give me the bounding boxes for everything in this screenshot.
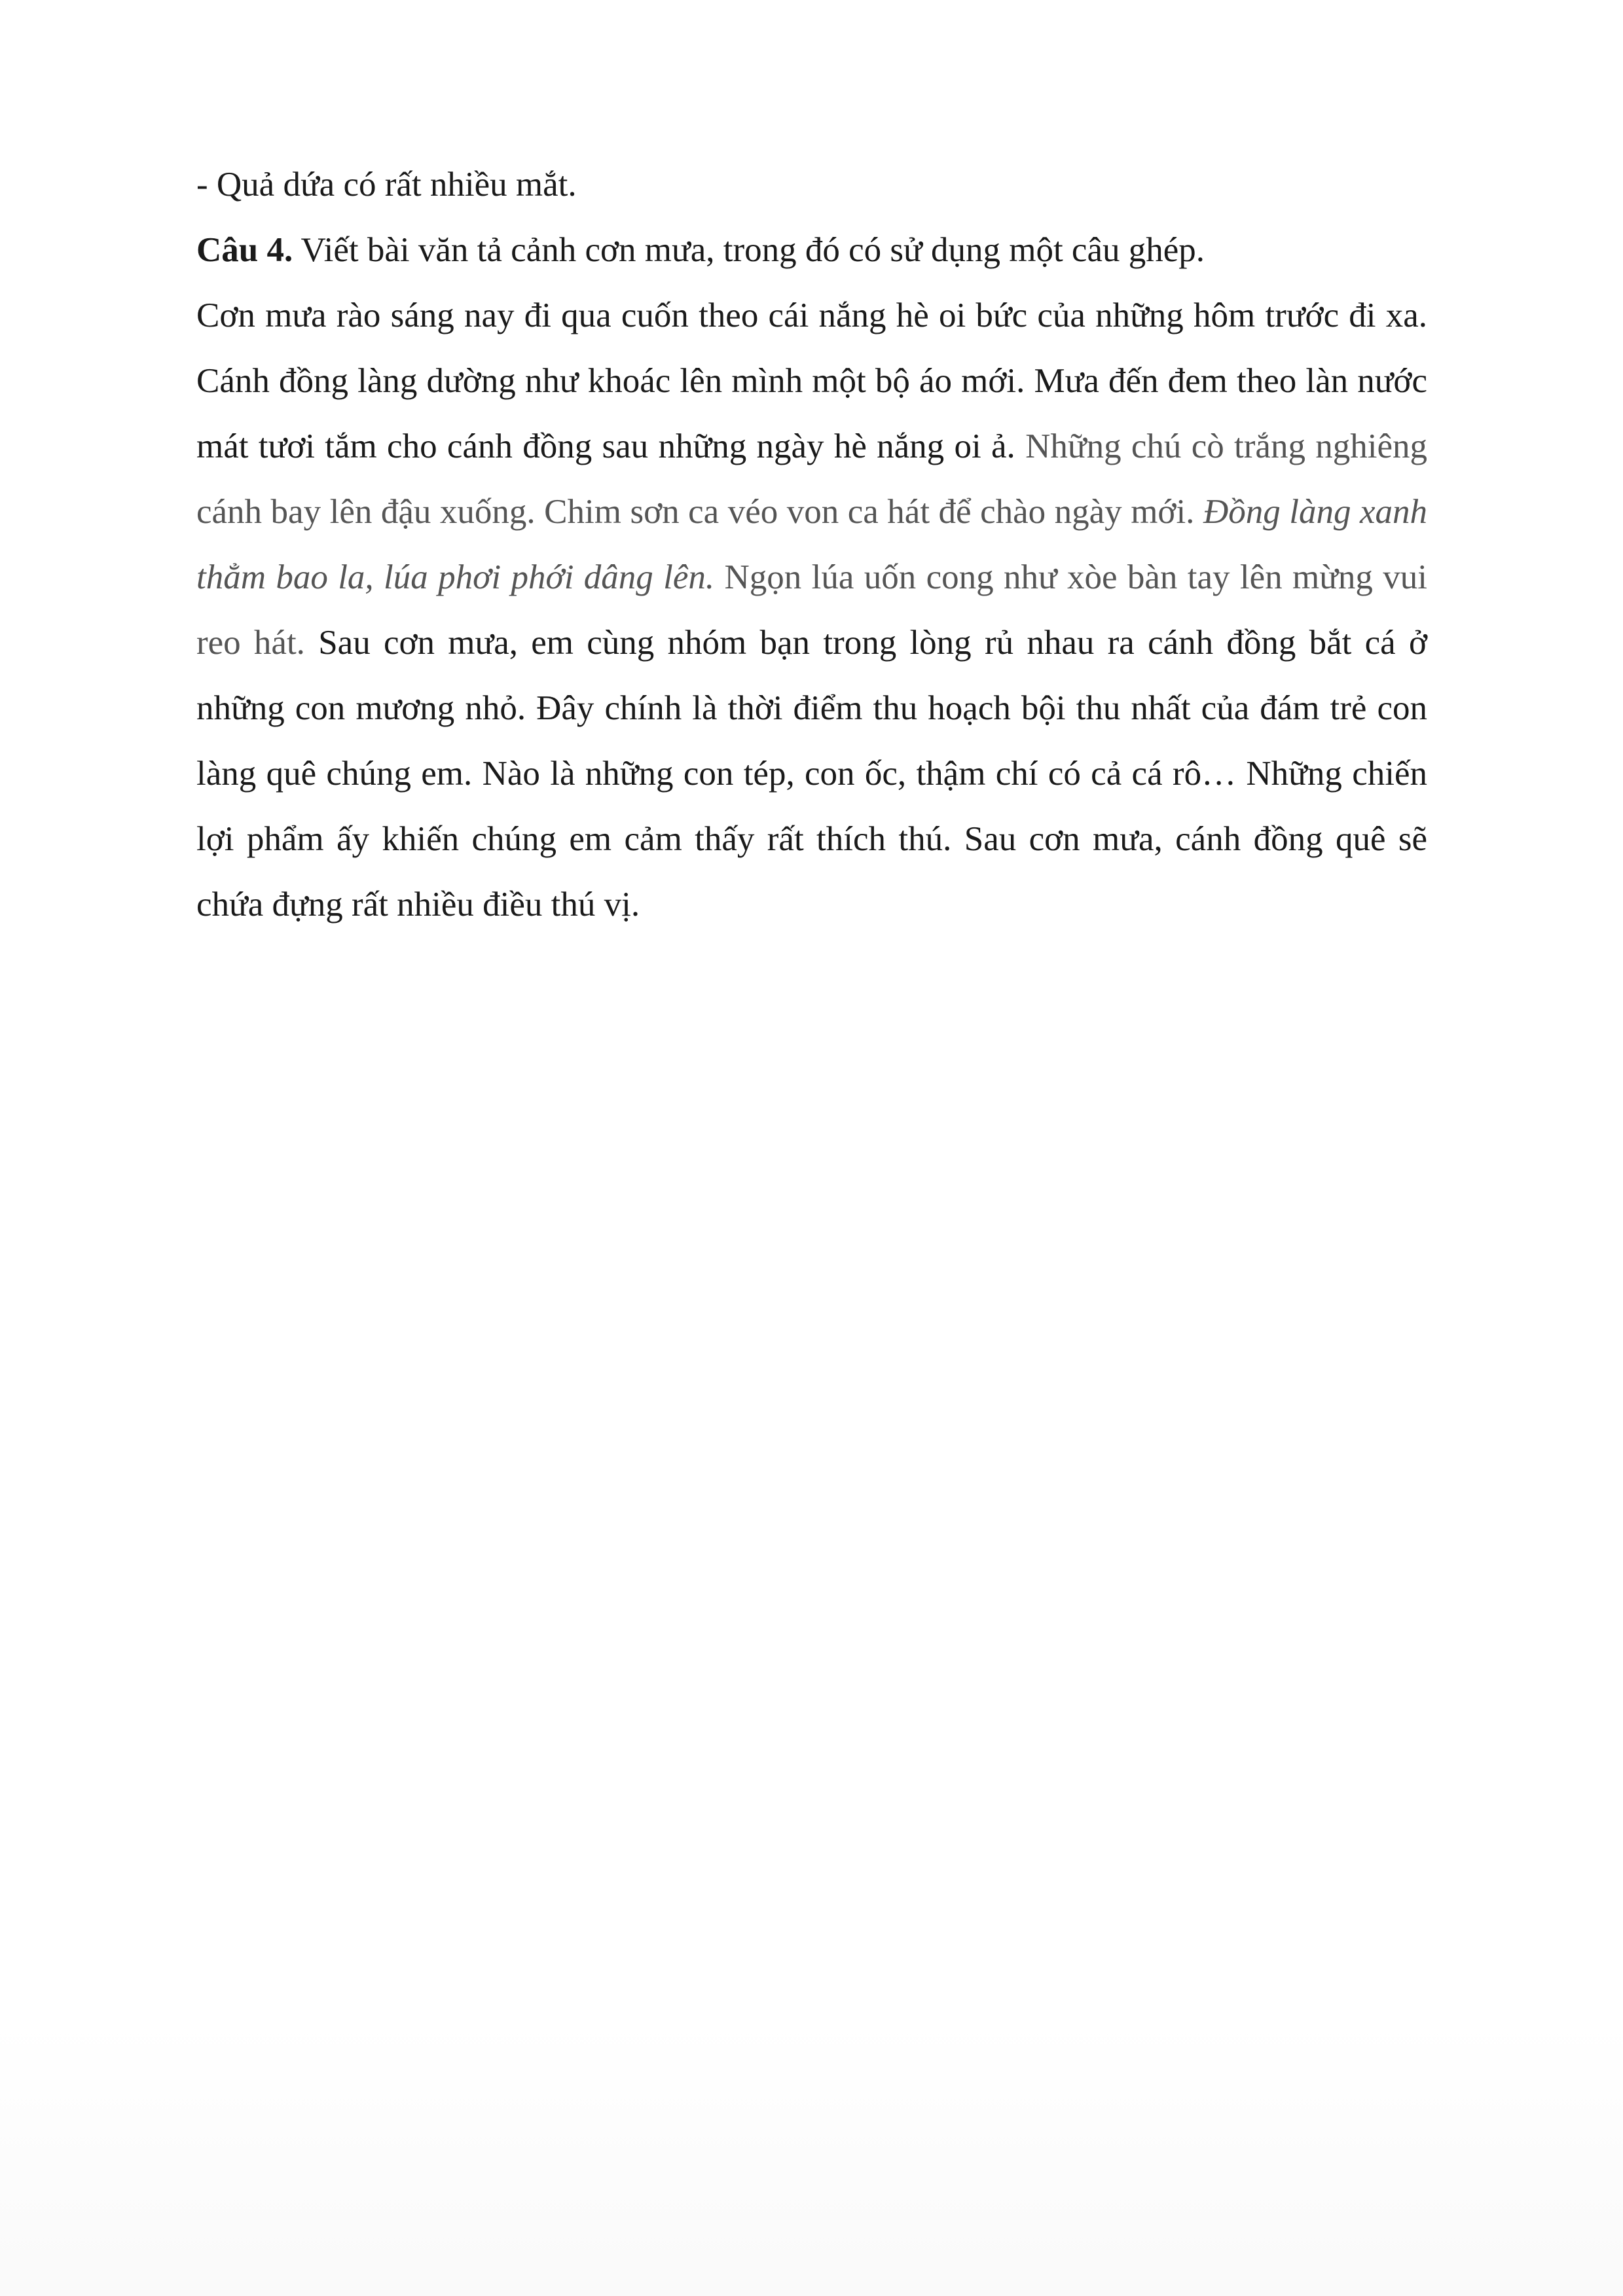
- intro-line: - Quả dứa có rất nhiều mắt.: [196, 166, 577, 204]
- page-bottom-shade: [0, 2021, 1623, 2296]
- essay-part-4: Ngọn lúa uốn cong như xòe bàn tay lên mừng vui reo hát.: [196, 558, 1427, 662]
- question-text: Viết bài văn tả cảnh cơn mưa, trong đó có sử dụng một câu ghép.: [293, 231, 1205, 269]
- essay-part-1: Cơn mưa rào sáng nay đi qua cuốn theo cái nắng hè oi bức của những hôm trước đi xa. Cánh đồng làng dường như khoác lên mình một bộ áo mới. Mưa đến đem theo làn nước mát tươi tắm cho cánh đồng sau những ngày hè nắng oi ả.: [196, 296, 1427, 465]
- essay-part-3-italic: Đồng làng xanh thẳm bao la, lúa phơi phới dâng lên.: [196, 493, 1427, 596]
- essay-part-5: Sau cơn mưa, em cùng nhóm bạn trong lòng rủ nhau ra cánh đồng bắt cá ở những con mương nhỏ. Đây chính là thời điểm thu hoạch bội thu nhất của đám trẻ con làng quê chúng em. Nào là những con tép, con ốc, thậm chí có cả cá rô… Những chiến lợi phẩm ấy khiến chúng em cảm thấy rất thích thú. Sau cơn mưa, cánh đồng quê sẽ chứa đựng rất nhiều điều thú vị.: [196, 624, 1427, 924]
- essay-paragraph: [196, 283, 1427, 937]
- document-body: [196, 152, 1427, 937]
- question-label: Câu 4.: [196, 231, 293, 269]
- essay-part-2: Những chú cò trắng nghiêng cánh bay lên đậu xuống. Chim sơn ca véo von ca hát để chào ngày mới.: [196, 427, 1427, 531]
- question-line: [196, 217, 1427, 283]
